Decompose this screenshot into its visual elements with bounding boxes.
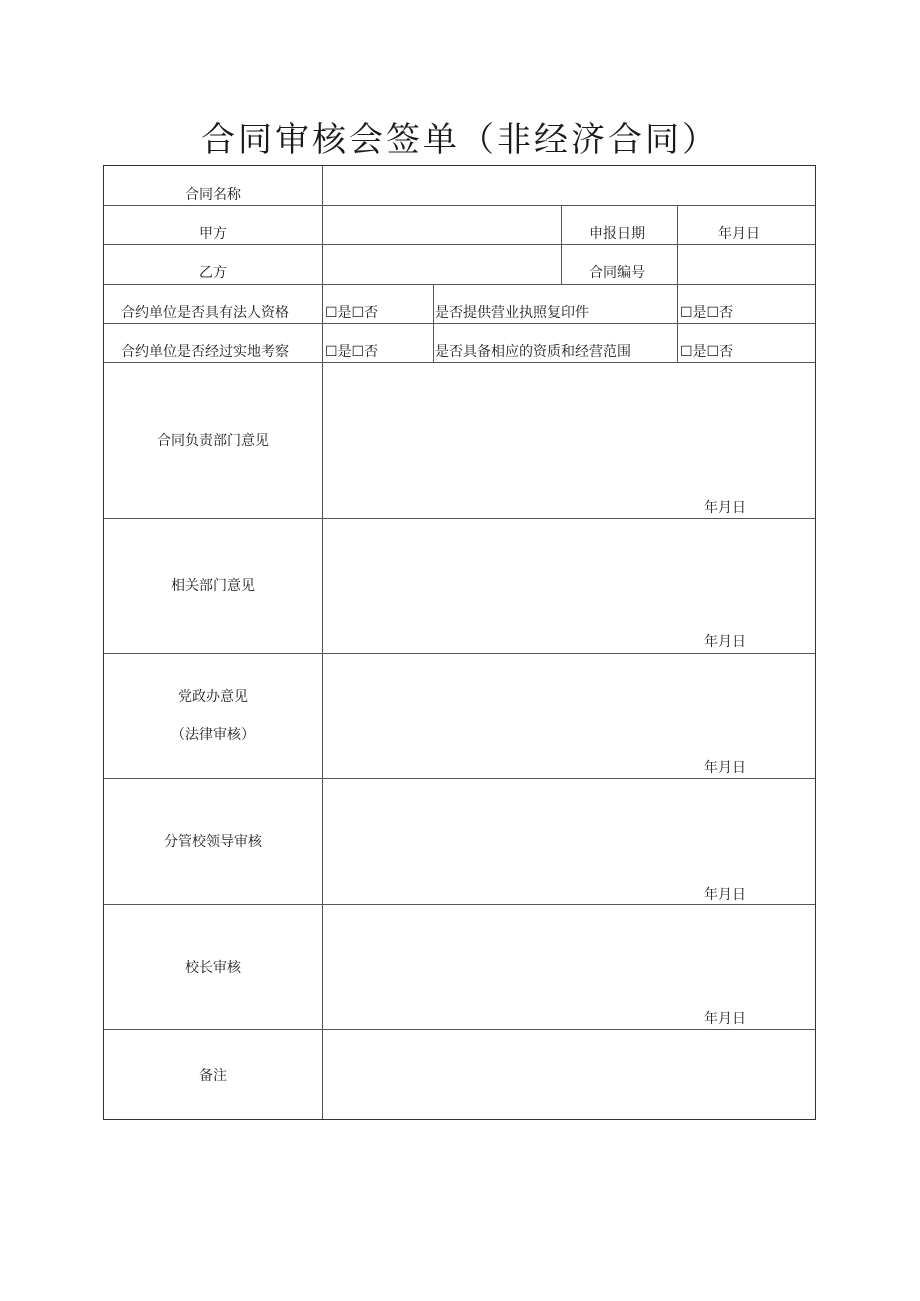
party-a-label: 甲方 — [199, 226, 227, 242]
party-office-sublabel: （法律审核） — [171, 727, 255, 743]
dept-opinion-date: 年月日 — [704, 500, 746, 516]
contract-name-label: 合同名称 — [185, 187, 241, 203]
row-divider — [104, 323, 815, 324]
president-review-label: 校长审核 — [185, 960, 241, 976]
vp-review-label: 分管校领导审核 — [164, 834, 262, 850]
row-divider — [104, 284, 815, 285]
related-dept-label: 相关部门意见 — [171, 578, 255, 594]
party-b-label: 乙方 — [199, 265, 227, 281]
license-question: 是否提供营业执照复印件 — [435, 305, 589, 321]
related-dept-field[interactable] — [323, 519, 815, 653]
report-date-label: 申报日期 — [589, 226, 645, 242]
legal-person-options[interactable]: ☐是☐否 — [325, 305, 379, 321]
party-office-date: 年月日 — [704, 760, 746, 776]
vp-review-field[interactable] — [323, 779, 815, 904]
column-divider — [433, 284, 434, 362]
remarks-field[interactable] — [323, 1030, 815, 1119]
site-visit-options[interactable]: ☐是☐否 — [325, 344, 379, 360]
contract-no-field[interactable] — [678, 245, 815, 284]
vp-review-date: 年月日 — [704, 887, 746, 903]
site-visit-question: 合约单位是否经过实地考察 — [121, 344, 289, 360]
contract-review-form — [103, 165, 816, 1120]
contract-no-label: 合同编号 — [589, 265, 645, 281]
qualification-options[interactable]: ☐是☐否 — [680, 344, 734, 360]
party-a-field[interactable] — [323, 206, 561, 244]
legal-person-question: 合约单位是否具有法人资格 — [121, 305, 289, 321]
contract-name-field[interactable] — [323, 166, 815, 205]
column-divider — [561, 205, 562, 284]
president-review-date: 年月日 — [704, 1011, 746, 1027]
dept-opinion-label: 合同负责部门意见 — [157, 433, 269, 449]
related-dept-date: 年月日 — [704, 634, 746, 650]
report-date-value: 年月日 — [718, 226, 760, 242]
dept-opinion-field[interactable] — [323, 363, 815, 518]
form-title: 合同审核会签单（非经济合同） — [201, 120, 719, 160]
remarks-label: 备注 — [199, 1068, 227, 1084]
party-office-label: 党政办意见 — [178, 689, 248, 705]
license-options[interactable]: ☐是☐否 — [680, 305, 734, 321]
qualification-question: 是否具备相应的资质和经营范围 — [435, 344, 631, 360]
party-b-field[interactable] — [323, 245, 561, 284]
